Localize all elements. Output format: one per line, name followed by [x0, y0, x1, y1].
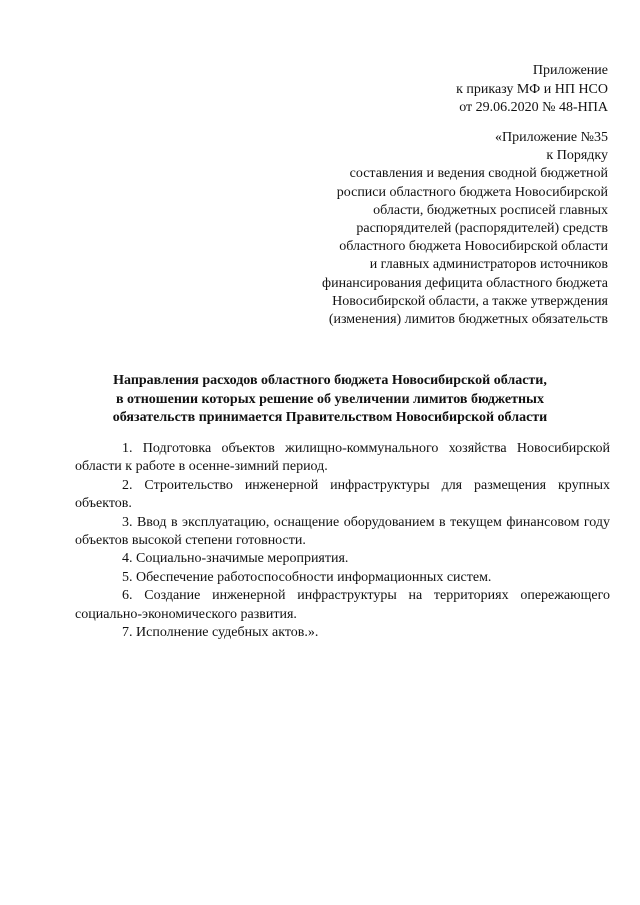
header-line: Приложение [532, 63, 608, 78]
header-line: к приказу МФ и НП НСО [456, 81, 608, 97]
appendix-line: области, бюджетных росписей главных [373, 202, 608, 218]
appendix-line: Новосибирской области, а также утверждения [332, 293, 608, 309]
appendix-line: областного бюджета Новосибирской области [339, 239, 608, 255]
list-item: 6. Создание инженерной инфраструктуры на территориях опережающего социально-экономического развития. [75, 588, 610, 622]
directions-list [75, 440, 610, 642]
title-line: Направления расходов областного бюджета Новосибирской области, [113, 373, 547, 388]
list-item: 7. Исполнение судебных актов.». [122, 625, 319, 641]
title-line: в отношении которых решение об увеличении лимитов бюджетных [115, 391, 544, 407]
title-line: обязательств принимается Правительством Новосибирской области [112, 410, 548, 425]
document-title [60, 372, 600, 428]
appendix-line: росписи областного бюджета Новосибирской [336, 184, 608, 200]
appendix-line: составления и ведения сводной бюджетной [349, 166, 608, 182]
list-item: 3. Ввод в эксплуатацию, оснащение оборудованием в текущем финансовом году объектов высокой степени готовности. [75, 514, 610, 549]
appendix-line: к Порядку [546, 148, 608, 164]
list-item: 1. Подготовка объектов жилищно-коммунального хозяйства Новосибирской области к работе в осенне-зимний период. [75, 441, 610, 475]
appendix-line: «Приложение №35 [495, 130, 608, 145]
appendix-line: (изменения) лимитов бюджетных обязательств [328, 312, 608, 328]
appendix-reference [268, 129, 608, 329]
list-item: 5. Обеспечение работоспособности информационных систем. [122, 569, 492, 585]
header-line: от 29.06.2020 № 48-НПА [459, 100, 608, 115]
appendix-line: распорядителей (распорядителей) средств [356, 221, 608, 237]
appendix-line: и главных администраторов источников [369, 257, 608, 273]
order-reference [456, 62, 608, 118]
list-item: 4. Социально-значимые мероприятия. [122, 551, 349, 567]
list-item: 2. Строительство инженерной инфраструктуры для размещения крупных объектов. [75, 477, 610, 512]
appendix-line: финансирования дефицита областного бюджета [322, 275, 608, 291]
